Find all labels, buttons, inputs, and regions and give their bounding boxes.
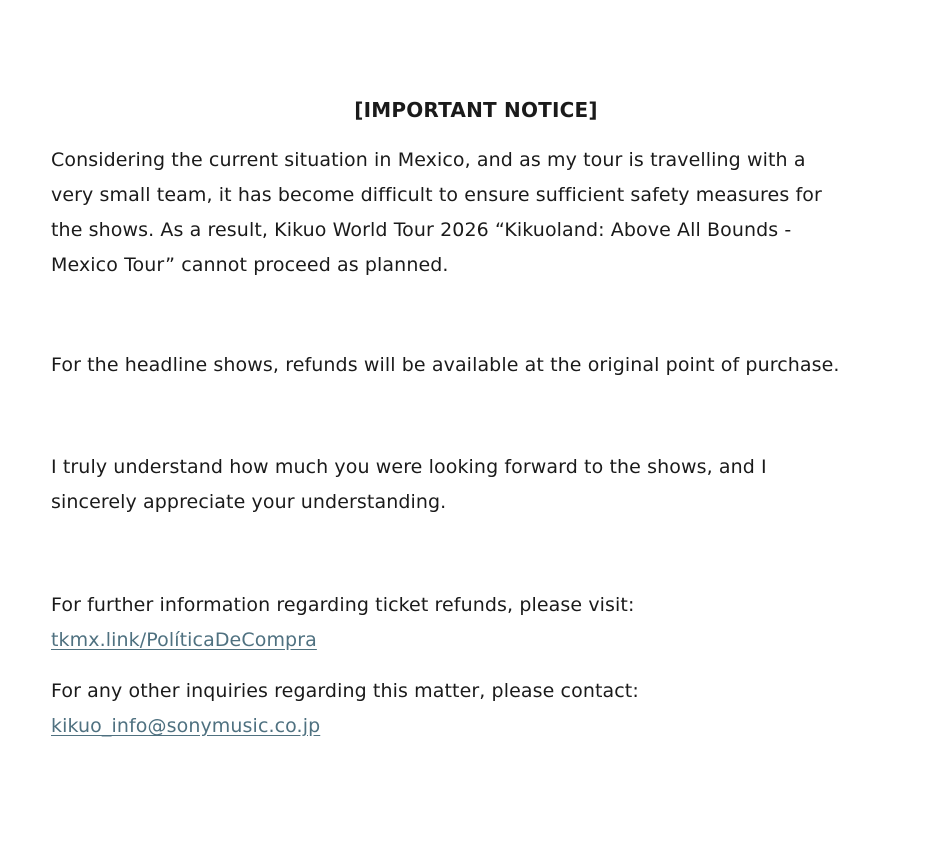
notice-title: [IMPORTANT NOTICE] — [354, 98, 598, 122]
apology-paragraph — [51, 450, 767, 520]
paragraph-line: the shows. As a result, Kikuo World Tour 2026 “Kikuoland: Above All Bounds - — [51, 219, 792, 241]
refund-info-paragraph — [51, 588, 634, 658]
paragraph-line: For the headline shows, refunds will be available at the original point of purchase. — [51, 354, 840, 376]
refund-paragraph — [51, 348, 840, 383]
refund-policy-link[interactable]: tkmx.link/PolíticaDeCompra — [51, 629, 317, 651]
paragraph-line: Considering the current situation in Mexico, and as my tour is travelling with a — [51, 149, 806, 171]
paragraph-line: Mexico Tour” cannot proceed as planned. — [51, 254, 449, 276]
contact-info-text: For any other inquiries regarding this matter, please contact: — [51, 680, 639, 702]
paragraph-line: sincerely appreciate your understanding. — [51, 491, 447, 513]
contact-info-paragraph — [51, 674, 639, 744]
contact-email-link[interactable]: kikuo_info@sonymusic.co.jp — [51, 715, 321, 737]
refund-info-text: For further information regarding ticket refunds, please visit: — [51, 594, 635, 616]
paragraph-line: I truly understand how much you were looking forward to the shows, and I — [51, 456, 767, 478]
paragraph-line: very small team, it has become difficult to ensure sufficient safety measures for — [51, 184, 822, 206]
situation-paragraph — [51, 143, 822, 283]
